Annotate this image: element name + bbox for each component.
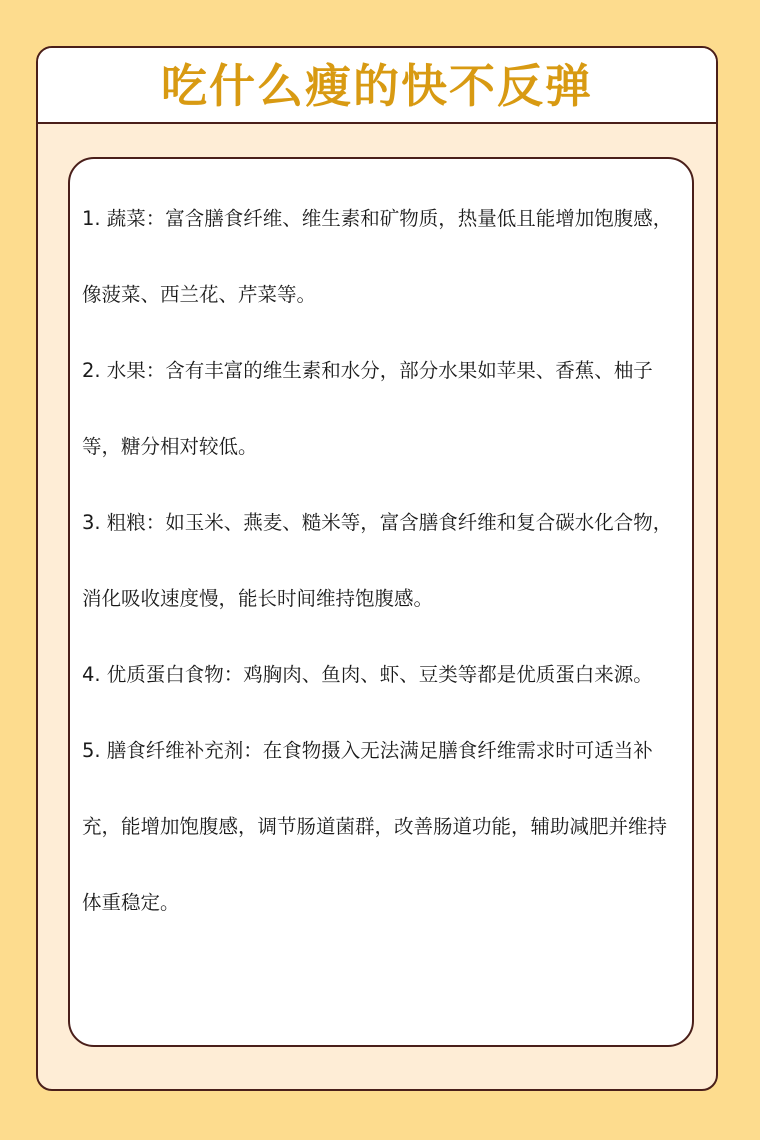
list-item: 1. 蔬菜：富含膳食纤维、维生素和矿物质，热量低且能增加饱腹感，像菠菜、西兰花、芹菜等。 xyxy=(82,207,673,306)
list-item: 2. 水果：含有丰富的维生素和水分，部分水果如苹果、香蕉、柚子等，糖分相对较低。 xyxy=(82,359,653,458)
list-item: 4. 优质蛋白食物：鸡胸肉、鱼肉、虾、豆类等都是优质蛋白来源。 xyxy=(82,663,653,686)
outer-card xyxy=(36,46,718,1091)
title-bar xyxy=(38,48,716,124)
content-card xyxy=(68,157,694,1047)
food-list xyxy=(82,181,684,941)
list-item: 5. 膳食纤维补充剂：在食物摄入无法满足膳食纤维需求时可适当补充，能增加饱腹感，调节肠道菌群，改善肠道功能，辅助减肥并维持体重稳定。 xyxy=(82,739,668,914)
page-title: 吃什么瘦的快不反弹 xyxy=(161,59,593,113)
list-item: 3. 粗粮：如玉米、燕麦、糙米等，富含膳食纤维和复合碳水化合物，消化吸收速度慢，能长时间维持饱腹感。 xyxy=(82,511,673,610)
